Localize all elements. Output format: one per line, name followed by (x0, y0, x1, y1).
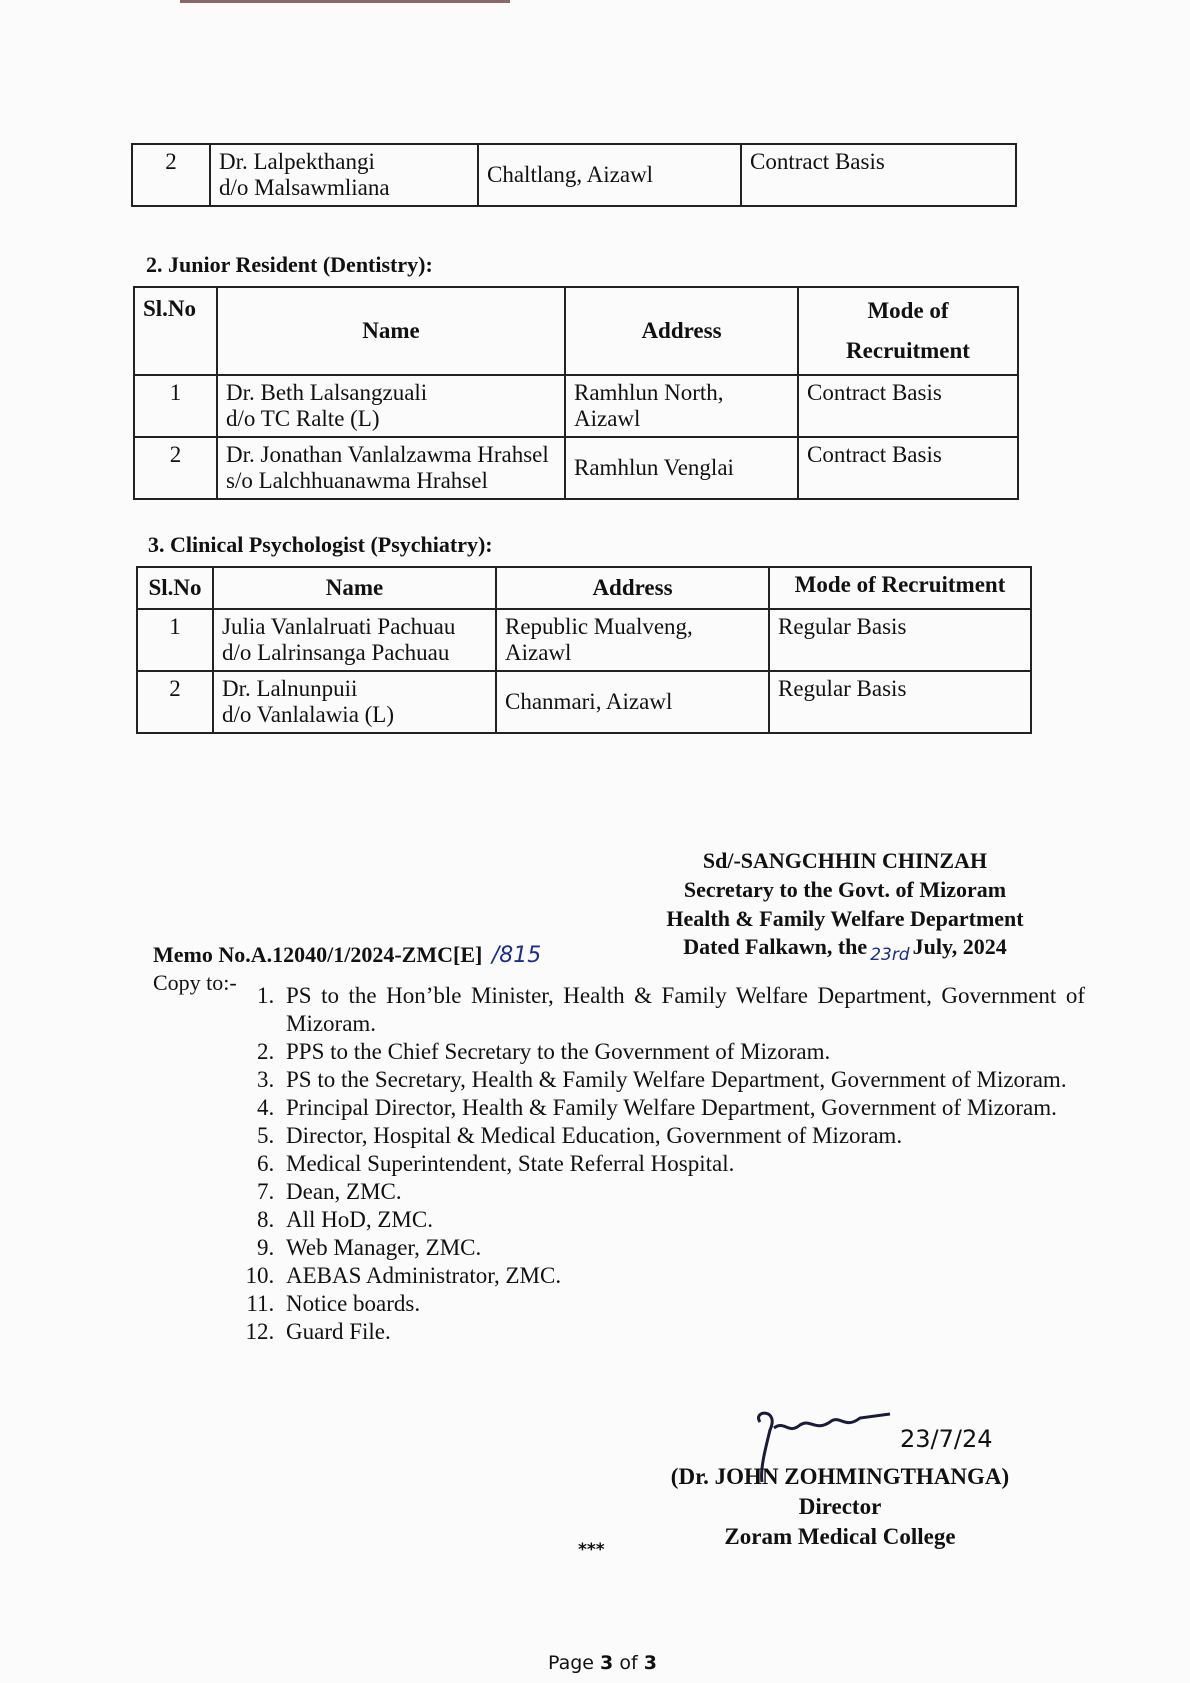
dated-line: Dated Falkawn, the $_{23rd}$ July, 2024 (683, 934, 1007, 965)
secretary-title: Secretary to the Govt. of Mizoram (683, 877, 1007, 902)
cell-mode: Contract Basis (798, 437, 1018, 499)
cell-sl: 1 (134, 375, 217, 437)
header-address: Address (565, 287, 798, 375)
secretary-department: Health & Family Welfare Department (666, 906, 1024, 931)
list-item: 9. Web Manager, ZMC. (280, 1234, 1085, 1262)
cell-mode: Regular Basis (769, 609, 1031, 671)
cell-sl: 2 (134, 437, 217, 499)
list-item: 2. PPS to the Chief Secretary to the Government of Mizoram. (280, 1038, 1085, 1066)
cell-name: Dr. Lalpekthangi d/o Malsawmliana (210, 144, 478, 206)
director-block (660, 1462, 1020, 1552)
cell-address: Ramhlun North, Aizawl (565, 375, 798, 437)
page-top-edge (180, 0, 510, 3)
list-item: 10. AEBAS Administrator, ZMC. (280, 1262, 1085, 1290)
list-item: 11. Notice boards. (280, 1290, 1085, 1318)
cell-mode: Contract Basis (798, 375, 1018, 437)
cell-sl: 2 (137, 671, 213, 733)
cell-mode: Contract Basis (741, 144, 1016, 206)
end-mark: *** (578, 1540, 605, 1560)
table-junior-resident (133, 286, 1019, 500)
page-number-footer: Page 3 of 3 (548, 1652, 657, 1674)
header-address: Address (496, 567, 769, 609)
table-header-row (134, 287, 1018, 375)
handwritten-memo-serial: /815 (491, 943, 542, 968)
cell-name: Dr. Lalnunpuii d/o Vanlalawia (L) (213, 671, 496, 733)
table-clinical-psychologist (136, 566, 1032, 734)
handwritten-date: 23rd (870, 945, 910, 965)
cell-sl: 2 (132, 144, 210, 206)
cell-name: Julia Vanlalruati Pachuau d/o Lalrinsanga Pachuau (213, 609, 496, 671)
table-row (137, 609, 1031, 671)
cell-address: Chanmari, Aizawl (496, 671, 769, 733)
director-organization: Zoram Medical College (724, 1524, 956, 1549)
list-item: 3. PS to the Secretary, Health & Family Welfare Department, Government of Mizoram. (280, 1066, 1085, 1094)
copy-to-label: Copy to:- (153, 970, 237, 995)
cell-sl: 1 (137, 609, 213, 671)
signature-date: 23/7/24 (900, 1425, 993, 1453)
header-name: Name (217, 287, 565, 375)
section-heading-junior-resident: 2. Junior Resident (Dentistry): (146, 252, 433, 277)
memo-number: Memo No.A.12040/1/2024-ZMC[E] (153, 942, 483, 967)
cell-address: Republic Mualveng, Aizawl (496, 609, 769, 671)
table-row (134, 437, 1018, 499)
director-title: Director (798, 1494, 882, 1519)
list-item: 5. Director, Hospital & Medical Education, Government of Mizoram. (280, 1122, 1085, 1150)
cell-name: Dr. Jonathan Vanlalzawma Hrahsel s/o Lalchhuanawma Hrahsel (217, 437, 565, 499)
list-item: 6. Medical Superintendent, State Referral Hospital. (280, 1150, 1085, 1178)
list-item: 4. Principal Director, Health & Family Welfare Department, Government of Mizoram. (280, 1094, 1085, 1122)
secretary-signature-block (640, 846, 1050, 964)
secretary-name: Sd/-SANGCHHIN CHINZAH (702, 848, 988, 873)
section-heading-clinical-psychologist: 3. Clinical Psychologist (Psychiatry): (148, 532, 493, 557)
cell-address: Chaltlang, Aizawl (478, 144, 741, 206)
list-item: 7. Dean, ZMC. (280, 1178, 1085, 1206)
director-name: (Dr. JOHN ZOHMINGTHANGA) (670, 1464, 1010, 1489)
table-header-row (137, 567, 1031, 609)
header-mode: Mode of Recruitment (769, 567, 1031, 609)
table-row (137, 671, 1031, 733)
header-sl: Sl.No (134, 287, 217, 375)
header-name: Name (213, 567, 496, 609)
header-mode: Mode of Recruitment (798, 287, 1018, 375)
copy-to-list (240, 982, 1085, 1346)
header-sl: Sl.No (137, 567, 213, 609)
memo-line (153, 942, 541, 968)
cell-address: Ramhlun Venglai (565, 437, 798, 499)
table-row (134, 375, 1018, 437)
cell-mode: Regular Basis (769, 671, 1031, 733)
table-section1-continuation (131, 143, 1017, 207)
list-item: 12. Guard File. (280, 1318, 1085, 1346)
cell-name: Dr. Beth Lalsangzuali d/o TC Ralte (L) (217, 375, 565, 437)
table-row (132, 144, 1016, 206)
list-item: 1. PS to the Hon’ble Minister, Health & Family Welfare Department, Government of Mizoram. (280, 982, 1085, 1038)
list-item: 8. All HoD, ZMC. (280, 1206, 1085, 1234)
